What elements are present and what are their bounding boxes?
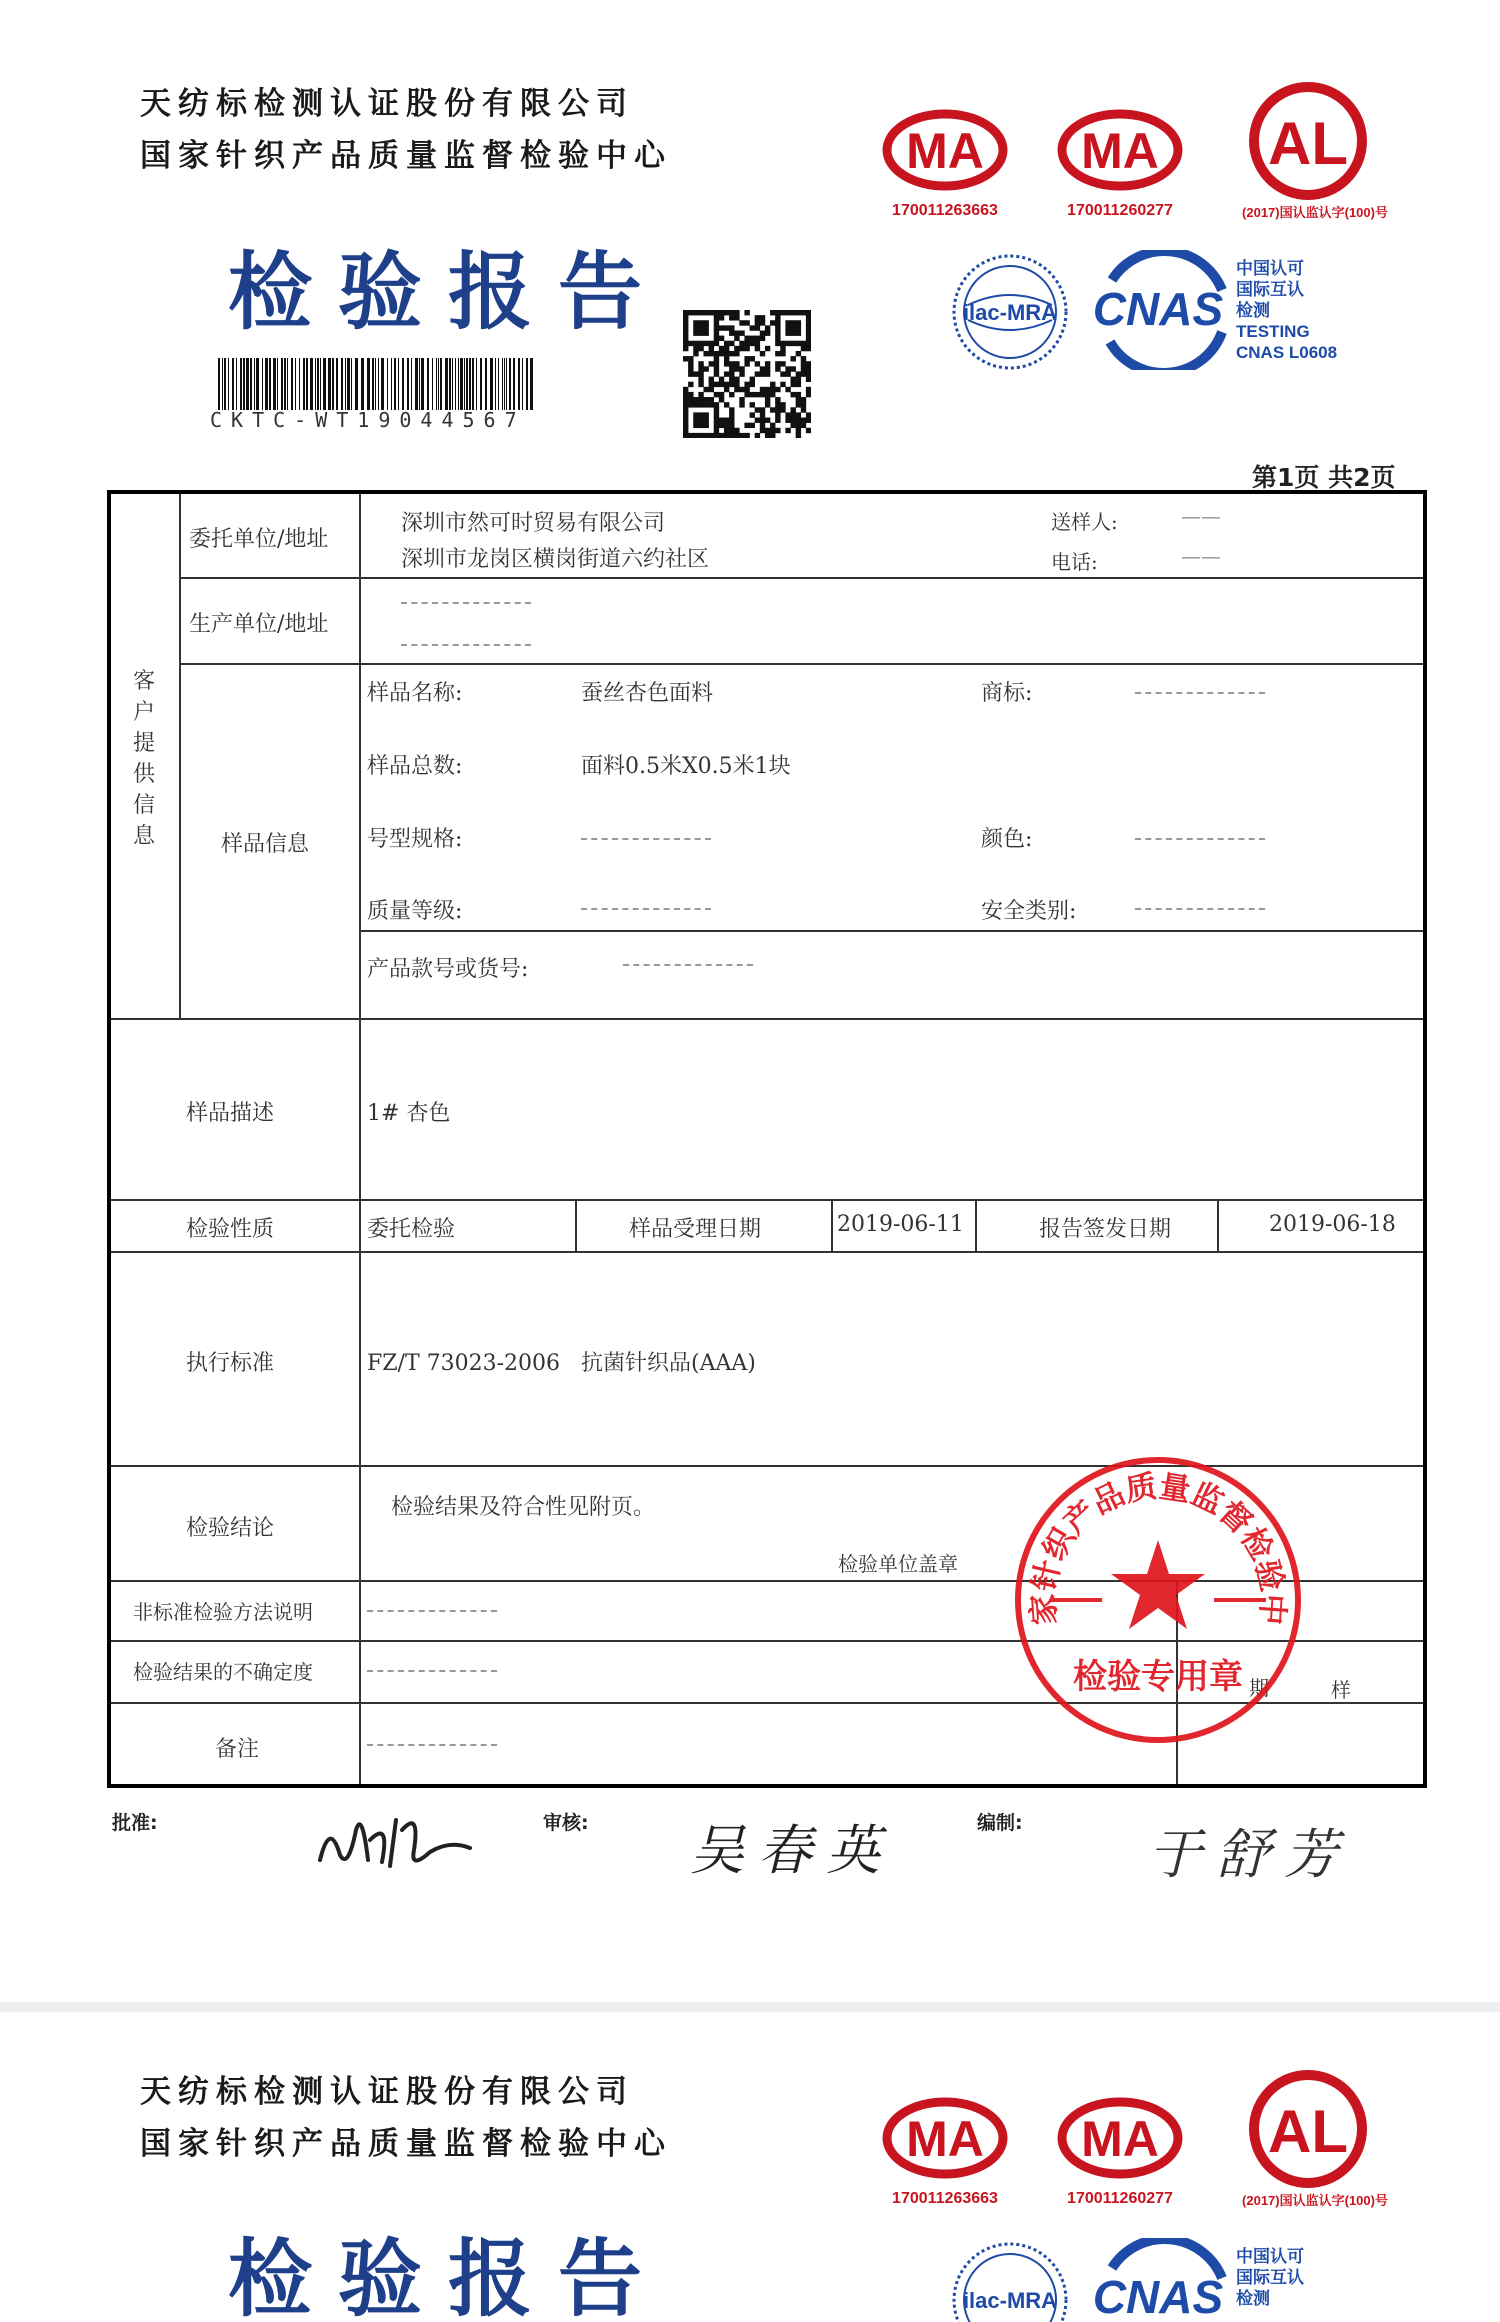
received-date-label: 样品受理日期	[629, 1217, 762, 1242]
svg-text:AL: AL	[1268, 110, 1348, 177]
cnas-side-line: 检测	[1236, 2289, 1270, 2308]
trademark-label: 商标:	[981, 681, 1033, 706]
report-page-2	[0, 2012, 1500, 2322]
nature-value: 委托检验	[367, 1217, 456, 1242]
review-label: 审核:	[543, 1812, 589, 1834]
remark-label: 备注	[215, 1737, 260, 1762]
cnas-side-line: 国际互认	[1236, 280, 1304, 299]
barcode-icon	[218, 358, 538, 410]
svg-text:ilac-MRA: ilac-MRA	[962, 2288, 1058, 2313]
inspection-seal-stamp-icon	[1010, 1452, 1306, 1748]
svg-text:CNAS: CNAS	[1092, 2271, 1224, 2322]
description-value: 1# 杏色	[367, 1101, 451, 1126]
cnas-side-line: 国际互认	[1236, 2268, 1304, 2287]
phone-label: 电话:	[1051, 550, 1098, 574]
conclusion-value: 检验结果及符合性见附页。	[391, 1495, 656, 1520]
received-date-value: 2019-06-11	[837, 1212, 964, 1237]
ilac-mra-logo-icon	[948, 250, 1073, 375]
right-fragment-b: 样	[1331, 1678, 1351, 1702]
safety-empty	[1135, 908, 1265, 912]
nature-label: 检验性质	[186, 1217, 275, 1242]
issued-date-label: 报告签发日期	[1039, 1217, 1172, 1242]
producer-label: 生产单位/地址	[189, 612, 329, 637]
sender-value: ——	[1181, 504, 1221, 528]
org-name-line2: 国家针织产品质量监督检验中心	[140, 2126, 672, 2162]
review-signature: 吴春英	[690, 1819, 894, 1882]
barcode-number: CKTC-WT19044567	[210, 408, 526, 432]
cnas-logo-icon	[1082, 2238, 1232, 2322]
compile-label: 编制:	[977, 1812, 1023, 1834]
grade-label: 质量等级:	[367, 899, 463, 924]
qr-code-icon	[683, 310, 811, 438]
nonstandard-method-label: 非标准检验方法说明	[133, 1600, 313, 1624]
svg-text:AL: AL	[1268, 2098, 1348, 2165]
client-name: 深圳市然可时贸易有限公司	[401, 511, 666, 536]
cma-number-1: 170011263663	[892, 202, 998, 219]
cnas-side-line: 检测	[1236, 301, 1270, 320]
cal-logo-icon	[1245, 2066, 1371, 2192]
trademark-empty	[1135, 692, 1265, 696]
uncertainty-label: 检验结果的不确定度	[133, 1660, 313, 1684]
sample-total-label: 样品总数:	[367, 754, 463, 779]
cnas-side-text	[1236, 2246, 1304, 2309]
cma-logo-2-icon	[1055, 2088, 1185, 2188]
phone-value: ——	[1181, 544, 1221, 568]
cma-number-2: 170011260277	[1067, 2190, 1173, 2207]
grade-empty	[581, 908, 711, 912]
stamp-bottom-text: 检验专用章	[1073, 1657, 1243, 1697]
description-label: 样品描述	[186, 1101, 275, 1126]
cal-number: (2017)国认监认字(100)号	[1242, 2193, 1388, 2208]
model-label: 号型规格:	[367, 827, 463, 852]
svg-text:MA: MA	[1081, 123, 1159, 179]
customer-info-group-label: 客户提供信息	[132, 669, 155, 849]
color-empty	[1135, 838, 1265, 842]
conclusion-label: 检验结论	[186, 1516, 275, 1541]
org-name-line1: 天纺标检测认证股份有限公司	[140, 86, 634, 122]
cnas-side-line: 中国认可	[1236, 2247, 1304, 2266]
remark-empty	[367, 1744, 497, 1748]
org-name-line1: 天纺标检测认证股份有限公司	[140, 2074, 634, 2110]
sample-name-value: 蚕丝杏色面料	[581, 681, 714, 706]
style-no-empty	[623, 964, 753, 968]
client-address: 深圳市龙岗区横岗街道六约社区	[401, 547, 710, 572]
svg-text:MA: MA	[906, 123, 984, 179]
svg-text:MA: MA	[906, 2111, 984, 2167]
page-number: 第1页 共2页	[1252, 463, 1396, 492]
org-name-line2: 国家针织产品质量监督检验中心	[140, 138, 672, 174]
uncertainty-empty	[367, 1670, 497, 1674]
report-title: 检验报告	[228, 2229, 669, 2322]
cma-number-2: 170011260277	[1067, 202, 1173, 219]
seal-caption: 检验单位盖章	[838, 1552, 958, 1576]
style-no-label: 产品款号或货号:	[367, 957, 529, 982]
standard-value: FZ/T 73023-2006 抗菌针织品(AAA)	[367, 1351, 756, 1376]
cnas-side-line: CNAS L0608	[1236, 343, 1338, 362]
svg-text:CNAS: CNAS	[1092, 283, 1224, 335]
safety-label: 安全类别:	[981, 899, 1077, 924]
cnas-side-line: TESTING	[1236, 322, 1310, 341]
sample-info-label: 样品信息	[221, 832, 310, 857]
color-label: 颜色:	[981, 827, 1033, 852]
nonstandard-method-empty	[367, 1610, 497, 1614]
ilac-mra-logo-icon	[948, 2238, 1073, 2322]
model-empty	[581, 838, 711, 842]
cma-number-1: 170011263663	[892, 2190, 998, 2207]
issued-date-value: 2019-06-18	[1269, 1212, 1396, 1237]
sample-total-value: 面料0.5米X0.5米1块	[581, 754, 791, 779]
sample-name-label: 样品名称:	[367, 681, 463, 706]
cal-logo-icon	[1245, 78, 1371, 204]
sender-label: 送样人:	[1051, 510, 1118, 534]
approve-label: 批准:	[112, 1812, 158, 1834]
standard-label: 执行标准	[186, 1351, 275, 1376]
cnas-side-text	[1236, 258, 1337, 363]
cma-logo-2-icon	[1055, 100, 1185, 200]
report-title: 检验报告	[228, 242, 669, 341]
cma-logo-1-icon	[880, 100, 1010, 200]
producer-name-empty	[401, 602, 531, 606]
compile-signature: 于舒芳	[1148, 1823, 1352, 1886]
approve-signature-icon	[310, 1800, 480, 1880]
right-fragment-a: 期	[1249, 1676, 1269, 1700]
cnas-logo-icon	[1082, 250, 1232, 370]
cnas-side-line: 中国认可	[1236, 259, 1304, 278]
client-label: 委托单位/地址	[189, 527, 329, 552]
stamp-top-text: 家针织产品质量监督检验中	[1025, 1468, 1291, 1627]
cal-number: (2017)国认监认字(100)号	[1242, 205, 1388, 220]
svg-text:ilac-MRA: ilac-MRA	[962, 300, 1058, 325]
producer-address-empty	[401, 644, 531, 648]
svg-text:MA: MA	[1081, 2111, 1159, 2167]
cma-logo-1-icon	[880, 2088, 1010, 2188]
